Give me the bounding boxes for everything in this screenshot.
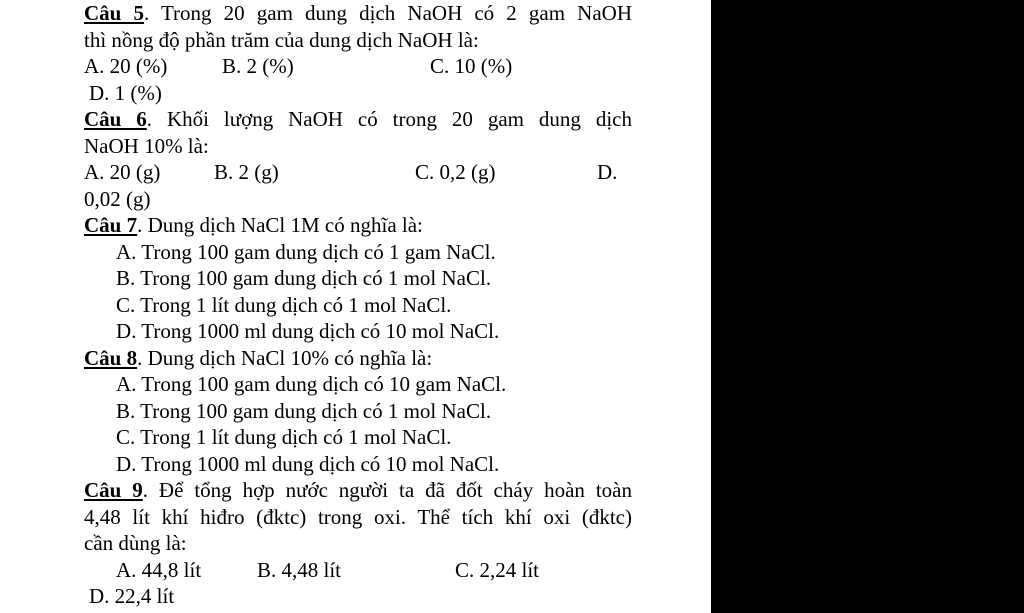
q9-stem-text-1: . Để tổng hợp nước người ta đã đốt cháy hoàn toàn (142, 478, 632, 502)
q5-stem-text-1: . Trong 20 gam dung dịch NaOH có 2 gam NaOH (143, 1, 632, 25)
q5-options-row (84, 53, 632, 80)
q5-option-b: B. 2 (%) (222, 54, 294, 78)
q7-option-a: A. Trong 100 gam dung dịch có 1 gam NaCl. (116, 239, 496, 264)
q5-label: Câu 5 (84, 1, 144, 25)
q9-stem-line-3 (84, 530, 632, 557)
q9-option-b: B. 4,48 lít (257, 557, 342, 582)
q6-stem-text-2: NaOH 10% là: (84, 133, 209, 158)
q8-stem-text: . Dung dịch NaCl 10% có nghĩa là: (137, 345, 433, 370)
q6-option-a: A. 20 (g) (84, 160, 161, 184)
q6-option-b: B. 2 (g) (214, 160, 279, 184)
q9-option-c: C. 2,24 lít (455, 557, 540, 582)
q7-label: Câu 7 (84, 213, 138, 237)
q5-option-c: C. 10 (%) (430, 54, 513, 78)
q5-stem-line-1 (84, 0, 632, 27)
q7-option-d: D. Trong 1000 ml dung dịch có 10 mol NaCl. (116, 319, 500, 343)
q7-option-c: C. Trong 1 lít dung dịch có 1 mol NaCl. (116, 292, 452, 317)
q8-option-b: B. Trong 100 gam dung dịch có 1 mol NaCl. (116, 398, 492, 423)
q9-option-d: D. 22,4 lít (89, 584, 175, 608)
q9-option-a: A. 44,8 lít (116, 557, 202, 582)
q7-option-b: B. Trong 100 gam dung dịch có 1 mol NaCl. (116, 266, 492, 290)
q9-stem-line-2 (84, 504, 632, 531)
q8-option-d: D. Trong 1000 ml dung dịch có 10 mol NaCl. (116, 451, 500, 476)
q9-stem-line-1 (84, 477, 632, 504)
q9-label: Câu 9 (84, 478, 143, 502)
q6-stem-line-1 (84, 106, 632, 133)
q8-option-c: C. Trong 1 lít dung dịch có 1 mol NaCl. (116, 425, 452, 449)
document-page (84, 0, 632, 610)
q6-option-c: C. 0,2 (g) (415, 160, 496, 184)
q6-options-row (84, 159, 632, 186)
q6-stem-text-1: . Khối lượng NaOH có trong 20 gam dung dịch (146, 107, 632, 131)
q9-stem-text-2: 4,48 lít khí hiđro (đktc) trong oxi. Thể tích khí oxi (đktc) (84, 504, 632, 529)
q5-stem-line-2 (84, 27, 632, 54)
q5-stem-text-2: thì nồng độ phần trăm của dung dịch NaOH là: (84, 27, 479, 52)
q6-option-d-value: 0,02 (g) (84, 186, 151, 211)
black-side-panel (711, 0, 1024, 613)
q7-stem (84, 212, 632, 239)
q9-stem-text-3: cần dùng là: (84, 531, 187, 555)
q8-option-a: A. Trong 100 gam dung dịch có 10 gam NaCl. (116, 372, 507, 396)
q8-stem (84, 345, 632, 372)
q5-option-d: D. 1 (%) (89, 80, 162, 105)
q6-option-d-prefix: D. (597, 160, 618, 184)
q9-options-row (84, 557, 632, 584)
q6-stem-line-2 (84, 133, 632, 160)
q8-label: Câu 8 (84, 345, 138, 370)
q5-option-a: A. 20 (%) (84, 54, 168, 78)
q6-label: Câu 6 (84, 107, 147, 131)
q7-stem-text: . Dung dịch NaCl 1M có nghĩa là: (137, 213, 423, 237)
